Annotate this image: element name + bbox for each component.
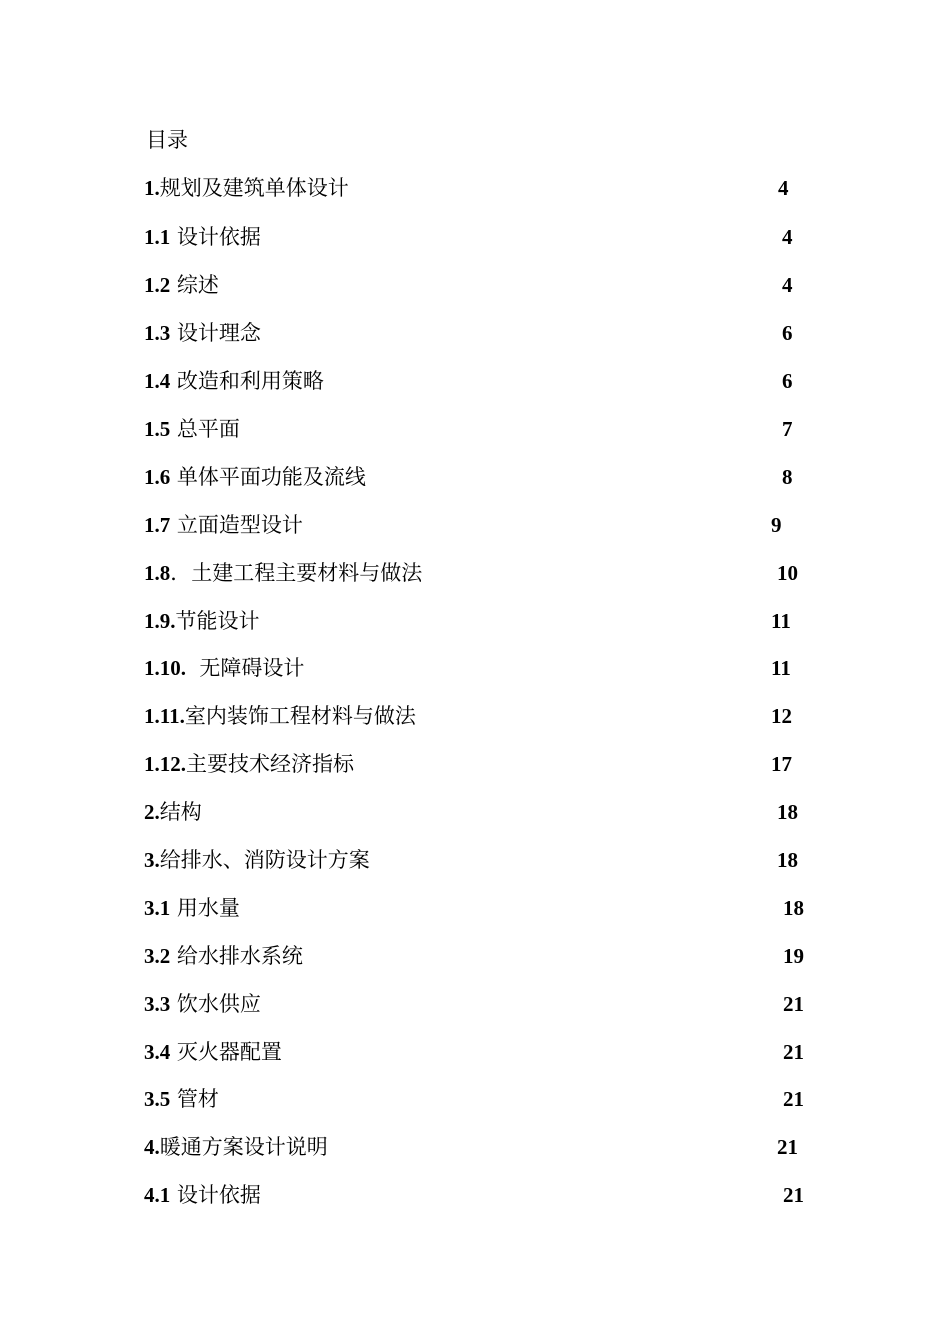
toc-entry[interactable] — [144, 605, 260, 637]
toc-entry-number: 1.10. — [144, 656, 186, 680]
toc-entry-number: 1.9. — [144, 609, 176, 633]
toc-entry[interactable] — [144, 1179, 261, 1211]
toc-entry[interactable] — [144, 892, 240, 924]
toc-entry[interactable] — [144, 269, 219, 301]
toc-entry-page-number: 11 — [771, 656, 791, 680]
toc-entry-title: 设计依据 — [170, 1183, 261, 1207]
toc-entry-title: 暖通方案设计说明 — [159, 1135, 328, 1159]
toc-entry-title: 给水排水系统 — [170, 944, 303, 968]
toc-entry-title: 设计依据 — [170, 225, 261, 249]
toc-entry-page-number: 4 — [782, 225, 793, 249]
toc-entry-number: 3.2 — [144, 944, 171, 968]
toc-entry-number: 3.1 — [144, 896, 171, 920]
toc-entry[interactable] — [144, 940, 303, 972]
toc-entry-page-number: 9 — [771, 513, 782, 537]
toc-entry-title: 改造和利用策略 — [170, 369, 324, 393]
toc-entry-page-number: 21 — [783, 1183, 804, 1207]
toc-entry-page-number: 6 — [782, 369, 793, 393]
toc-entry-number: 3.5 — [144, 1087, 171, 1111]
toc-entry[interactable] — [144, 413, 240, 445]
toc-entry-title: 室内装饰工程材料与做法 — [184, 704, 416, 728]
toc-entry-title: 节能设计 — [175, 609, 260, 633]
toc-entry-title: 设计理念 — [170, 321, 261, 345]
toc-entry-title: 用水量 — [170, 896, 240, 920]
toc-entry[interactable] — [144, 317, 261, 349]
toc-entry-title: 立面造型设计 — [170, 513, 303, 537]
toc-entry-page-number: 8 — [782, 465, 793, 489]
toc-entry-number: 1.1 — [144, 225, 171, 249]
toc-entry[interactable] — [144, 509, 303, 541]
toc-entry[interactable] — [144, 461, 366, 493]
toc-entry-title: 灭火器配置 — [170, 1040, 282, 1064]
toc-entry-page-number: 21 — [783, 1087, 804, 1111]
toc-entry-page-number: 4 — [778, 176, 789, 200]
toc-entry[interactable] — [144, 748, 354, 780]
toc-entry-number: 1.2 — [144, 273, 171, 297]
toc-entry[interactable] — [144, 796, 202, 828]
toc-entry-number: 1. — [144, 176, 160, 200]
toc-entry-page-number: 21 — [783, 1040, 804, 1064]
toc-entry-number: 2. — [144, 800, 160, 824]
toc-entry[interactable] — [144, 172, 349, 204]
toc-entry[interactable] — [144, 557, 422, 589]
toc-entry-number: 1.4 — [144, 369, 171, 393]
toc-entry-page-number: 21 — [783, 992, 804, 1016]
toc-entry-number: 1.3 — [144, 321, 171, 345]
toc-entry-page-number: 21 — [777, 1135, 798, 1159]
toc-title: 目录 — [146, 128, 188, 152]
toc-entry-page-number: 19 — [783, 944, 804, 968]
toc-entry-title: 管材 — [170, 1087, 219, 1111]
toc-entry-page-number: 12 — [771, 704, 792, 728]
toc-entry-page-number: 6 — [782, 321, 793, 345]
toc-entry-page-number: 17 — [771, 752, 792, 776]
toc-entry-page-number: 18 — [777, 800, 798, 824]
toc-entry-title: 总平面 — [170, 417, 240, 441]
toc-entry-number: 4. — [144, 1135, 160, 1159]
toc-entry-page-number: 18 — [777, 848, 798, 872]
toc-entry[interactable] — [144, 365, 324, 397]
toc-entry-number: 1.7 — [144, 513, 171, 537]
toc-entry-number: 3.4 — [144, 1040, 171, 1064]
toc-entry-title: 无障碍设计 — [186, 656, 305, 680]
toc-entry-page-number: 18 — [783, 896, 804, 920]
toc-entry-title: 单体平面功能及流线 — [170, 465, 366, 489]
toc-entry-number: 4.1 — [144, 1183, 171, 1207]
toc-entry-title: 给排水、消防设计方案 — [159, 848, 370, 872]
toc-entry-title: 主要技术经济指标 — [186, 752, 354, 776]
toc-entry[interactable] — [144, 1131, 328, 1163]
toc-entry[interactable] — [144, 988, 261, 1020]
toc-entry[interactable] — [144, 700, 416, 732]
toc-entry-title: 规划及建筑单体设计 — [159, 176, 349, 200]
toc-entry-number: 3. — [144, 848, 160, 872]
toc-entry-number: 3.3 — [144, 992, 171, 1016]
toc-entry-page-number: 11 — [771, 609, 791, 633]
toc-entry-title: 结构 — [159, 800, 202, 824]
toc-entry[interactable] — [144, 1083, 219, 1115]
toc-entry-number: 1.11. — [144, 704, 185, 728]
toc-entry-title: 饮水供应 — [170, 992, 261, 1016]
toc-entry[interactable] — [144, 221, 261, 253]
toc-entry[interactable] — [144, 1036, 282, 1068]
toc-entry-title: ．土建工程主要材料与做法 — [170, 561, 423, 585]
toc-entry-title: 综述 — [170, 273, 219, 297]
toc-entry[interactable] — [144, 844, 370, 876]
toc-entry[interactable] — [144, 652, 304, 684]
toc-entry-page-number: 10 — [777, 561, 798, 585]
toc-entry-number: 1.12. — [144, 752, 186, 776]
toc-entry-number: 1.5 — [144, 417, 171, 441]
toc-entry-page-number: 4 — [782, 273, 793, 297]
toc-entry-page-number: 7 — [782, 417, 793, 441]
toc-entry-number: 1.6 — [144, 465, 171, 489]
toc-entry-number: 1.8 — [144, 561, 171, 585]
